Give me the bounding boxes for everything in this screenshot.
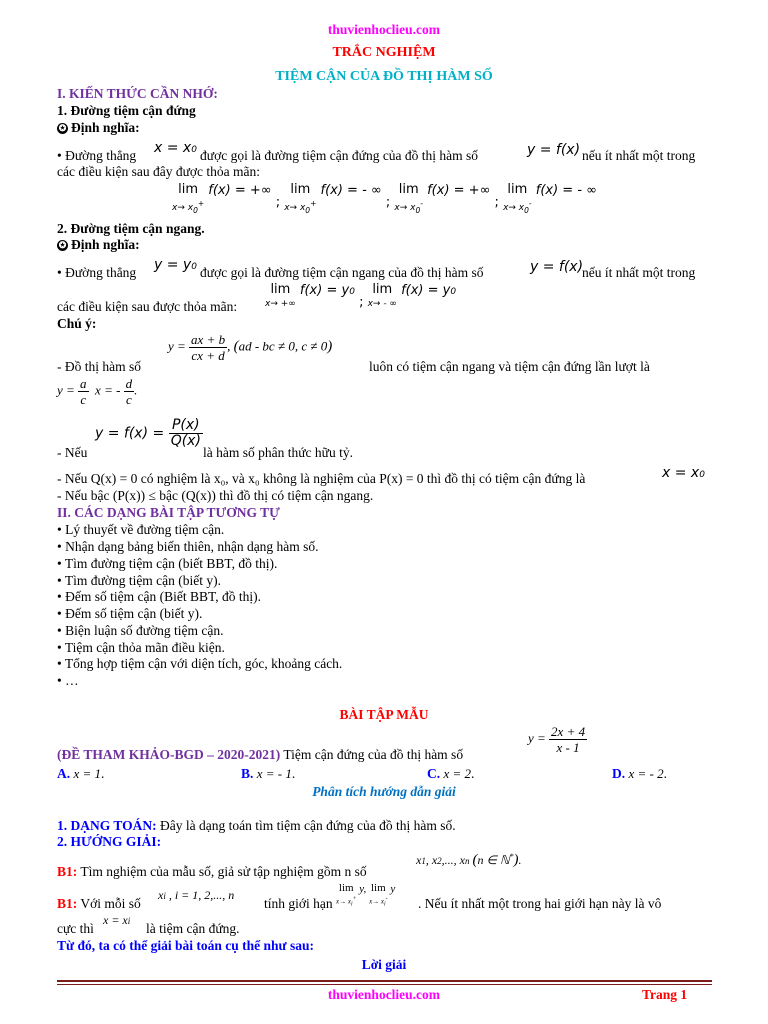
list-item: • Tiệm cận thỏa mãn điều kiện. [57, 640, 225, 655]
footer-divider [57, 980, 712, 982]
page-subtitle: TIỆM CẬN CỦA ĐỒ THỊ HÀM SỐ [275, 69, 493, 84]
analysis-heading: Phân tích hướng dẫn giải [312, 784, 456, 799]
page-number: Trang 1 [642, 987, 688, 1002]
option-a[interactable]: A. x = 1. [57, 766, 105, 781]
list-item: • Tổng hợp tiệm cận với diện tích, góc, khoảng cách. [57, 656, 343, 671]
note4: - Nếu bậc (P(x)) ≤ bậc (Q(x)) thì đồ thị có tiệm cận ngang. [57, 488, 374, 503]
note2-tail: là hàm số phân thức hữu tỷ. [203, 445, 353, 460]
limits-vertical: lim $x\to x_0^+$ f(x) = +∞ ; lim $x\to x_0^+$ f(x) = - ∞ ; lim $x\to x_0^-$ f(x) = +∞ ; lim $x\to x_0^-$ f(x) = - ∞ [172, 182, 597, 215]
option-b[interactable]: B. x = - 1. [241, 766, 296, 781]
list-item: • Tìm đường tiệm cận (biết y). [57, 573, 222, 588]
formula-x-eq-xi: x = xi [103, 913, 131, 927]
formula-pq: y = f(x) = $\frac{P(x)}{Q(x)}$ [95, 417, 201, 449]
horizontal-def-text: được gọi là đường tiệm cận ngang của đồ thị hàm số [200, 265, 484, 280]
formula-asymptotes: y = $\frac{a}{c}$ x = - $\frac{d}{c}$ . [57, 376, 138, 407]
formula-roots: x1, x2,..., xn (n ∈ ℕ*). [416, 852, 522, 868]
sample-heading: BÀI TẬP MẪU [339, 707, 429, 722]
solution-heading: Lời giải [361, 957, 407, 972]
list-item: • Lý thuyết về đường tiệm cận. [57, 522, 225, 537]
step-b2: B1: Với mỗi số [57, 896, 141, 911]
conclusion: Từ đó, ta có thể giải bài toán cụ thể như sau: [57, 938, 314, 953]
question-line: (ĐỀ THAM KHẢO-BGD – 2020-2021) Tiệm cận đứng của đồ thị hàm số [57, 747, 464, 762]
step-b2-mid: tính giới hạn [264, 896, 333, 911]
horizontal-def-cont: các điều kiện sau được thỏa mãn: [57, 299, 238, 314]
option-d[interactable]: D. x = - 2. [612, 766, 667, 781]
star-icon: ✪ [58, 240, 67, 250]
note1-tail: luôn có tiệm cận ngang và tiệm cận đứng lần lượt là [369, 359, 650, 374]
step-type: 1. DẠNG TOÁN: Đây là dạng toán tìm tiệm cận đứng của đồ thị hàm số. [57, 818, 456, 833]
page-title: TRẮC NGHIỆM [332, 45, 436, 60]
formula-rational: y = $\frac{ax + b}{cx + d}$ , (ad - bc ≠ 0, c ≠ 0) [168, 332, 333, 363]
vertical-def-text: được gọi là đường tiệm cận đứng của đồ thị hàm số [200, 148, 479, 163]
footer-divider-thin [57, 984, 712, 985]
definition-label-1: ✪ Định nghĩa: [58, 120, 140, 135]
section2-heading: II. CÁC DẠNG BÀI TẬP TƯƠNG TỰ [57, 505, 280, 520]
note-label: Chú ý: [57, 316, 97, 331]
list-item: • Biện luận số đường tiệm cận. [57, 623, 224, 638]
definition-label-2: ✪ Định nghĩa: [58, 237, 140, 252]
list-item: • Đếm số tiệm cận (Biết BBT, đồ thị). [57, 589, 261, 604]
header-site: thuvienhoclieu.com [327, 22, 441, 37]
step-b2-tail: . Nếu ít nhất một trong hai giới hạn này là vô [418, 896, 662, 911]
section1-heading: I. KIẾN THỨC CẦN NHỚ: [57, 86, 218, 101]
formula-question: y = $\frac{2x + 4}{x - 1}$ [528, 724, 586, 755]
list-item: • Đếm số tiệm cận (biết y). [57, 606, 203, 621]
step-direction: 2. HƯỚNG GIẢI: [57, 834, 162, 849]
horizontal-def-line: • Đường thẳng [57, 265, 137, 280]
step-b2-end: là tiệm cận đứng. [146, 921, 240, 936]
formula-limits-xi: lim $x\to x_i^+$ y, lim $x\to x_i^-$ y [336, 882, 396, 908]
formula-y-eq-y0: y = y0 [154, 257, 197, 273]
vertical-def-line: • Đường thẳng [57, 148, 137, 163]
sub-heading-vertical: 1. Đường tiệm cận đứng [57, 103, 196, 118]
limits-horizontal: lim x→ +∞ f(x) = y0 ; lim x→ - ∞ f(x) = y0 [265, 282, 457, 310]
option-c[interactable]: C. x = 2. [427, 766, 475, 781]
formula-x-eq-x0: x = x0 [154, 140, 197, 156]
step-b1: B1: Tìm nghiệm của mẫu số, giả sử tập nghiệm gồm n số [57, 864, 367, 879]
vertical-def-tail: nếu ít nhất một trong [582, 148, 696, 163]
note3: - Nếu Q(x) = 0 có nghiệm là x₀, và x₀ không là nghiệm của P(x) = 0 thì đồ thị có tiệm cận đứng là [57, 471, 586, 486]
footer-site: thuvienhoclieu.com [327, 987, 441, 1002]
note2-text: - Nếu [57, 445, 88, 460]
note1-text: - Đồ thị hàm số [57, 359, 141, 374]
formula-xi: xi , i = 1, 2,..., n [158, 888, 235, 902]
vertical-def-cont: các điều kiện sau đây được thỏa mãn: [57, 164, 261, 179]
list-item: • Nhận dạng bảng biến thiên, nhận dạng hàm số. [57, 539, 319, 554]
list-item: • Tìm đường tiệm cận (biết BBT, đồ thị). [57, 556, 278, 571]
star-icon: ✪ [58, 123, 67, 133]
list-item: • … [57, 673, 79, 688]
formula-y-fx-2: y = f(x) [530, 259, 584, 275]
horizontal-def-tail: nếu ít nhất một trong [582, 265, 696, 280]
step-b2-cont: cực thì [57, 921, 94, 936]
formula-y-fx: y = f(x) [527, 142, 581, 158]
formula-x-eq-x0-2: x = x0 [662, 465, 705, 481]
sub-heading-horizontal: 2. Đường tiệm cận ngang. [57, 221, 205, 236]
